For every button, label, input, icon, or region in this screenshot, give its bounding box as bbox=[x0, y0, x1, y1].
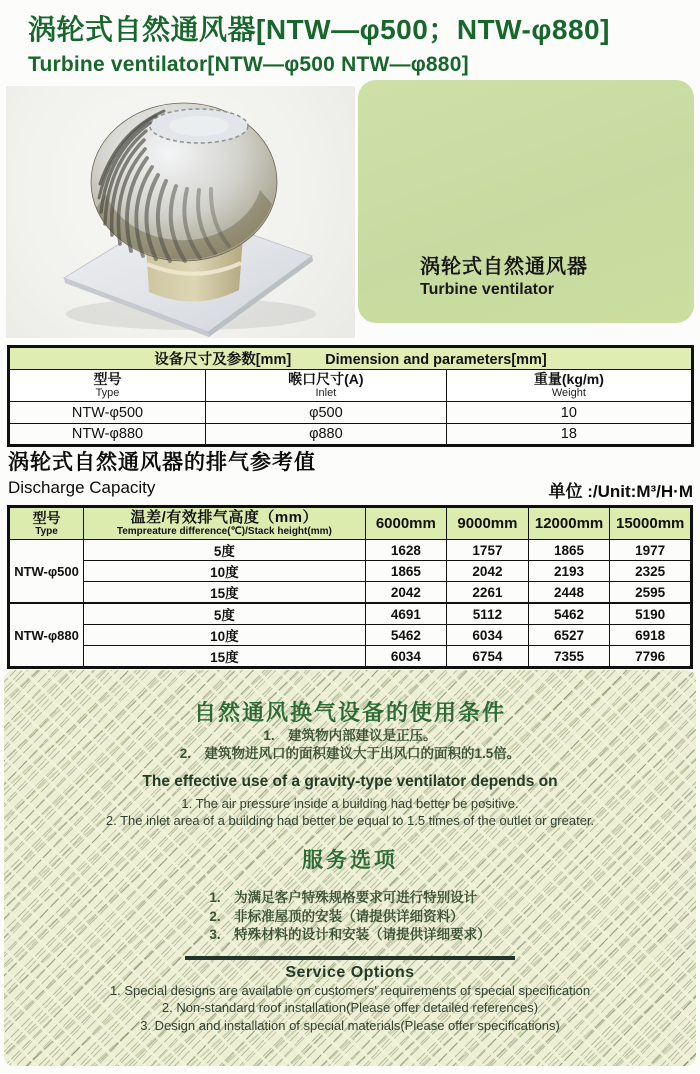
dimension-table-caption bbox=[9, 347, 693, 370]
cell-inlet: φ500 bbox=[205, 402, 446, 424]
col-header-tempdiff: 温差/有效排气高度（mm） Tempreature difference(℃)/Stack height(mm) bbox=[84, 507, 365, 540]
cell-diff: 15度 bbox=[84, 582, 365, 604]
dimension-table bbox=[7, 345, 694, 447]
cell-value: 6754 bbox=[447, 646, 529, 668]
cell-value: 2448 bbox=[528, 582, 610, 604]
table-row bbox=[9, 625, 692, 646]
condition-item-en: 1. The air pressure inside a building had better be positive. bbox=[181, 796, 519, 811]
product-caption bbox=[420, 250, 588, 299]
service-item-en: 1. Special designs are available on customers' requirements of special specification bbox=[109, 982, 591, 998]
cell-diff: 15度 bbox=[84, 646, 365, 668]
condition-item-cn: 1. 建筑物内部建议是正压。 bbox=[263, 728, 437, 743]
table-row bbox=[9, 402, 693, 424]
col-header-type: 型号 Type bbox=[9, 507, 84, 540]
table-row bbox=[9, 540, 692, 561]
cell-weight: 18 bbox=[446, 424, 692, 446]
capacity-table bbox=[7, 505, 693, 669]
cell-value: 1757 bbox=[447, 540, 529, 561]
dimension-table-caption-row bbox=[9, 347, 693, 370]
services-list-cn bbox=[209, 880, 490, 945]
cell-value: 4691 bbox=[365, 603, 447, 625]
discharge-heading-cn: 涡轮式自然通风器的排气参考值 bbox=[8, 451, 316, 474]
dimension-caption-en: Dimension and parameters[mm] bbox=[325, 352, 547, 368]
col-header-inlet: 喉口尺寸(A) Inlet bbox=[205, 370, 446, 402]
table-row bbox=[9, 603, 692, 625]
cell-value: 7796 bbox=[610, 646, 692, 668]
double-divider bbox=[185, 956, 515, 960]
dimension-table-header-row bbox=[9, 370, 693, 402]
usage-conditions-panel bbox=[4, 670, 696, 1066]
turbine-ventilator-illustration bbox=[6, 86, 355, 338]
cell-type: NTW-φ500 bbox=[9, 402, 206, 424]
services-title-en: Service Options bbox=[285, 963, 415, 981]
service-item-cn: 3. 特殊材料的设计和安装（请提供详细要求） bbox=[209, 927, 491, 942]
cell-value: 2595 bbox=[610, 582, 692, 604]
services-title-cn: 服务选项 bbox=[302, 849, 398, 872]
cell-value: 5462 bbox=[528, 603, 610, 625]
col-header-type: 型号 Type bbox=[9, 370, 206, 402]
cell-model: NTW-φ880 bbox=[9, 603, 84, 668]
cell-value: 1865 bbox=[365, 561, 447, 582]
cell-diff: 5度 bbox=[84, 603, 365, 625]
cell-value: 2042 bbox=[447, 561, 529, 582]
cell-model: NTW-φ500 bbox=[9, 540, 84, 604]
service-item-cn: 1. 为满足客户特殊规格要求可进行特别设计 bbox=[209, 890, 478, 905]
table-row bbox=[9, 582, 692, 604]
product-card bbox=[358, 80, 694, 323]
cell-value: 2042 bbox=[365, 582, 447, 604]
cell-diff: 10度 bbox=[84, 561, 365, 582]
cell-value: 1628 bbox=[365, 540, 447, 561]
col-header-12000mm: 12000mm bbox=[528, 507, 610, 540]
col-header-weight: 重量(kg/m) Weight bbox=[446, 370, 692, 402]
product-caption-en: Turbine ventilator bbox=[420, 281, 554, 298]
product-photo bbox=[6, 86, 355, 338]
col-header-9000mm: 9000mm bbox=[447, 507, 529, 540]
unit-label: 单位 :/Unit:M³/H·M bbox=[548, 482, 693, 501]
cell-value: 1865 bbox=[528, 540, 610, 561]
service-item-en: 3. Design and installation of special materials(Please offer specifications) bbox=[140, 1017, 560, 1033]
table-row bbox=[9, 646, 692, 668]
discharge-section-heading bbox=[8, 446, 316, 498]
cell-diff: 5度 bbox=[84, 540, 365, 561]
cell-value: 1977 bbox=[610, 540, 692, 561]
conditions-title-cn: 自然通风换气设备的使用条件 bbox=[193, 700, 506, 725]
dimension-caption-cn: 设备尺寸及参数[mm] bbox=[154, 352, 292, 368]
service-item-en: 2. Non-standard roof installation(Please offer detailed references) bbox=[161, 1000, 539, 1015]
col-header-6000mm: 6000mm bbox=[365, 507, 447, 540]
cell-value: 7355 bbox=[528, 646, 610, 668]
product-caption-cn: 涡轮式自然通风器 bbox=[420, 256, 588, 278]
cell-type: NTW-φ880 bbox=[9, 424, 206, 446]
cell-value: 6034 bbox=[447, 625, 529, 646]
page-header bbox=[28, 8, 610, 77]
cell-value: 6034 bbox=[365, 646, 447, 668]
cell-inlet: φ880 bbox=[205, 424, 446, 446]
cell-value: 2193 bbox=[528, 561, 610, 582]
capacity-header-row bbox=[9, 507, 692, 540]
cell-value: 5462 bbox=[365, 625, 447, 646]
cell-weight: 10 bbox=[446, 402, 692, 424]
col-header-15000mm: 15000mm bbox=[610, 507, 692, 540]
condition-item-en: 2. The inlet area of a building had better be equal to 1.5 times of the outlet or greater. bbox=[105, 813, 595, 828]
table-row bbox=[9, 561, 692, 582]
cell-value: 5190 bbox=[610, 603, 692, 625]
discharge-heading-en: Discharge Capacity bbox=[8, 478, 156, 497]
page-title-en: Turbine ventilator[NTW—φ500 NTW—φ880] bbox=[28, 53, 469, 76]
table-row bbox=[9, 424, 693, 446]
page-title-cn: 涡轮式自然通风器[NTW—φ500；NTW-φ880] bbox=[28, 14, 610, 45]
cell-value: 5112 bbox=[447, 603, 529, 625]
condition-item-cn: 2. 建筑物进风口的面积建议大于出风口的面积的1.5倍。 bbox=[179, 745, 521, 761]
service-item-cn: 2. 非标准屋顶的安装（请提供详细资料） bbox=[209, 908, 464, 924]
conditions-title-en: The effective use of a gravity-type ventilator depends on bbox=[142, 773, 558, 790]
cell-value: 6527 bbox=[528, 625, 610, 646]
cell-diff: 10度 bbox=[84, 625, 365, 646]
cell-value: 2325 bbox=[610, 561, 692, 582]
cell-value: 2261 bbox=[447, 582, 529, 604]
cell-value: 6918 bbox=[610, 625, 692, 646]
